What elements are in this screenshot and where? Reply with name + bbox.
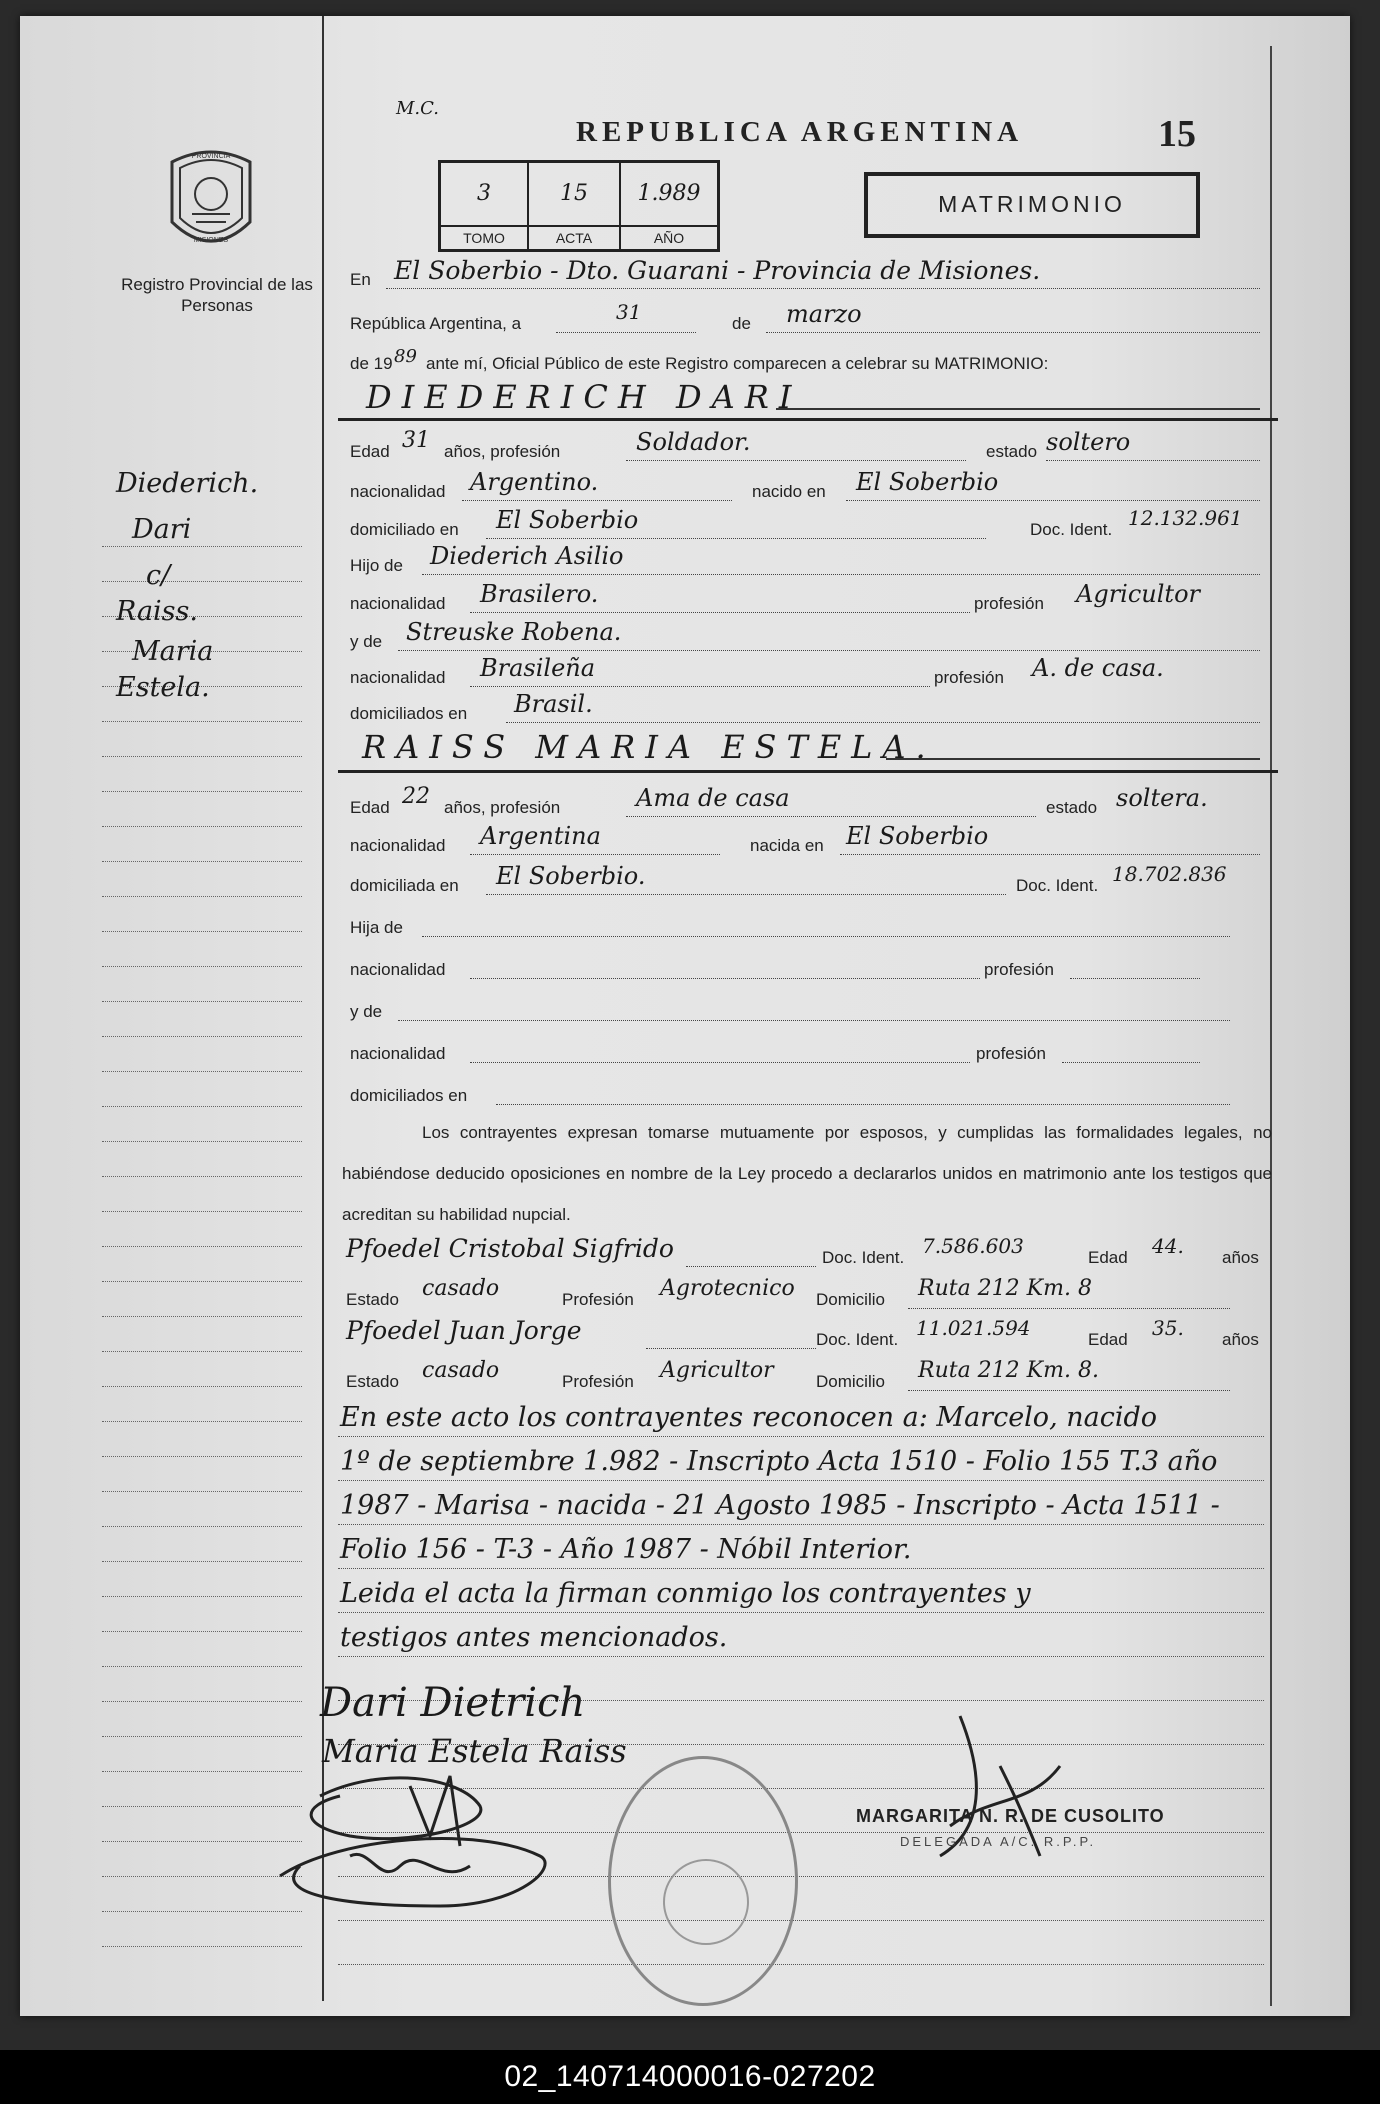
oficial-nombre: MARGARITA N. R. DE CUSOLITO <box>856 1806 1165 1826</box>
row-dom-padres-2 <box>346 1072 1260 1108</box>
testigo1-doc: 7.586.603 <box>922 1234 1024 1258</box>
madre-value: Streuske Robena. <box>406 618 622 646</box>
row-dom-1 <box>346 506 1260 542</box>
estado-label: estado <box>986 442 1038 461</box>
row-edad-1 <box>346 428 1260 464</box>
margin-name-5: Maria <box>132 636 214 667</box>
testigo2-nombre: Pfoedel Juan Jorge <box>346 1316 582 1345</box>
row-fecha <box>346 300 1260 336</box>
registro-box <box>438 160 720 252</box>
testigo2-domicilio: Ruta 212 Km. 8. <box>918 1358 1099 1383</box>
observacion-5: Leida el acta la firman conmigo los contrayentes y <box>340 1578 1031 1609</box>
contrayente1-nombre: DIEDERICH DARI <box>366 378 802 416</box>
doc-value: 12.132.961 <box>1128 506 1243 530</box>
prof1-label: profesión <box>984 960 1054 979</box>
doc2-value: 18.702.836 <box>1112 862 1227 886</box>
yde2-label: y de <box>350 1002 383 1021</box>
edad-label: Edad <box>350 442 390 461</box>
right-rule <box>1270 46 1272 2006</box>
margin-name-1: Diederich. <box>116 468 259 499</box>
testigo1-doc-label: Doc. Ident. <box>822 1248 905 1267</box>
domicilio-label: domiciliado en <box>350 520 459 539</box>
testigo2-estado-label: Estado <box>346 1372 399 1391</box>
firma-oficial-icon <box>920 1706 1080 1876</box>
doc2-label: Doc. Ident. <box>1016 876 1099 895</box>
testigo2-estado: casado <box>422 1358 500 1383</box>
image-id-footer: 02_140714000016-027202 <box>0 2050 1380 2104</box>
acta-cell <box>529 163 621 249</box>
margin-name-6: Estela. <box>116 672 210 703</box>
republica-label: República Argentina, a <box>350 314 522 333</box>
row-madre-1 <box>346 618 1260 654</box>
testigo2-doc: 11.021.594 <box>916 1316 1031 1340</box>
nac1-label: nacionalidad <box>350 960 446 979</box>
profesion-value: Soldador. <box>636 428 751 456</box>
dom-padres2-label: domiciliados en <box>350 1086 468 1105</box>
prof2-label: profesión <box>976 1044 1046 1063</box>
firma-contrayente-1: Dari Dietrich <box>320 1680 586 1726</box>
contrayente2-nombre: RAISS MARIA ESTELA. <box>362 728 936 766</box>
testigo2-edad-label: Edad <box>1088 1330 1128 1349</box>
hija-label: Hija de <box>350 918 403 937</box>
testigo1-estado-label: Estado <box>346 1290 399 1309</box>
nacionalidad-value: Argentino. <box>470 468 599 496</box>
testigo1-edad: 44. <box>1152 1234 1184 1258</box>
seal-text-top: PROVINCIA <box>191 153 231 160</box>
anios-label: años, profesión <box>444 442 561 461</box>
anio-label: AÑO <box>621 225 717 249</box>
tomo-label: TOMO <box>441 225 527 249</box>
testigo2-doc-label: Doc. Ident. <box>816 1330 899 1349</box>
testigo2-prof-label: Profesión <box>562 1372 634 1391</box>
row-dom-2 <box>346 862 1260 898</box>
observacion-6: testigos antes mencionados. <box>340 1622 728 1653</box>
acta-value: 15 <box>560 181 588 206</box>
row-testigo-2 <box>346 1316 1260 1352</box>
nacido-label: nacido en <box>752 482 826 501</box>
country-title: REPUBLICA ARGENTINA <box>576 116 1024 148</box>
testigo1-prof-label: Profesión <box>562 1290 634 1309</box>
nac-padre-label: nacionalidad <box>350 594 446 613</box>
estado-value: soltero <box>1046 428 1131 456</box>
row-comparecen <box>346 340 1260 376</box>
dia-value: 31 <box>616 300 642 324</box>
prof-padre-label: profesión <box>974 594 1044 613</box>
oficial-cargo: DELEGADA A/C. R.P.P. <box>900 1834 1097 1849</box>
document-page <box>20 16 1350 2016</box>
prof-padre-value: Agricultor <box>1076 580 1200 608</box>
row-testigo-1b <box>346 1276 1260 1312</box>
acta-type-box: MATRIMONIO <box>864 172 1200 238</box>
declaracion: Los contrayentes expresan tomarse mutuamente por esposos, y cumplidas las formalidades legales, no habiéndose deducido oposiciones en nombre de la Ley procedo a declararlos unidos en matrimonio ante los testigos que acreditan su habilidad nupcial. <box>342 1123 1272 1224</box>
nac2-label: nacionalidad <box>350 836 446 855</box>
testigo1-estado: casado <box>422 1276 500 1301</box>
folio-number: 15 <box>1158 113 1196 155</box>
testigo2-profesion: Agricultor <box>660 1358 774 1383</box>
anio-prefix: de 19 <box>350 354 393 373</box>
margin-name-4: Raiss. <box>116 596 198 627</box>
edad2-value: 22 <box>402 784 430 809</box>
anios2-label: años, profesión <box>444 798 561 817</box>
prof-madre-value: A. de casa. <box>1032 654 1164 682</box>
de-label: de <box>732 314 751 333</box>
row-yde-2 <box>346 988 1260 1024</box>
nacionalidad-label: nacionalidad <box>350 482 446 501</box>
yde-label: y de <box>350 632 383 651</box>
prof-madre-label: profesión <box>934 668 1004 687</box>
testigo1-profesion: Agrotecnico <box>660 1276 795 1301</box>
testigo2-edad: 35. <box>1152 1316 1184 1340</box>
row-nac-padre-1 <box>346 580 1260 616</box>
edad2-label: Edad <box>350 798 390 817</box>
margin-name-3: c/ <box>146 560 171 591</box>
row-edad-2 <box>346 784 1260 820</box>
row-dom-padres-1 <box>346 690 1260 726</box>
nacido-value: El Soberbio <box>856 468 999 496</box>
hijo-label: Hijo de <box>350 556 403 575</box>
anio-suffix: 89 <box>394 346 417 367</box>
dom-padres-label: domiciliados en <box>350 704 468 723</box>
firmas-testigos-icon <box>260 1756 590 1926</box>
estado2-label: estado <box>1046 798 1098 817</box>
row-lugar <box>346 256 1260 292</box>
domicilio-value: El Soberbio <box>496 506 639 534</box>
comparecen-text: ante mí, Oficial Público de este Registro comparecen a celebrar su MATRIMONIO: <box>426 354 1049 373</box>
seal-text-bottom: MISIONES <box>193 237 229 244</box>
nac-madre-label: nacionalidad <box>350 668 446 687</box>
row-hija-2 <box>346 904 1260 940</box>
dom2-value: El Soberbio. <box>496 862 646 890</box>
nac-padre-value: Brasilero. <box>480 580 599 608</box>
testigo1-domicilio: Ruta 212 Km. 8 <box>918 1276 1092 1301</box>
testigo1-anios: años <box>1222 1248 1259 1267</box>
estado2-value: soltera. <box>1116 784 1208 812</box>
nac2-value: Argentina <box>480 822 601 850</box>
row-testigo-1 <box>346 1234 1260 1270</box>
testigo1-edad-label: Edad <box>1088 1248 1128 1267</box>
lugar-value: El Soberbio - Dto. Guarani - Provincia de Misiones. <box>394 256 1041 285</box>
nacida-label: nacida en <box>750 836 824 855</box>
mes-value: marzo <box>786 300 862 328</box>
testigo1-dom-label: Domicilio <box>816 1290 885 1309</box>
anio-value: 1.989 <box>637 181 701 206</box>
row-padre-1 <box>346 542 1260 578</box>
observacion-2: 1º de septiembre 1.982 - Inscripto Acta 1510 - Folio 155 T.3 año <box>340 1446 1218 1477</box>
observacion-1: En este acto los contrayentes reconocen a: Marcelo, nacido <box>340 1402 1158 1433</box>
registro-label: Registro Provincial de las Personas <box>121 275 313 315</box>
initials: M.C. <box>396 98 440 119</box>
oficial-seal-stamp <box>608 1756 798 2006</box>
row-nac-2 <box>346 822 1260 858</box>
provincial-seal-icon <box>162 142 260 262</box>
nac2b-label: nacionalidad <box>350 1044 446 1063</box>
en-label: En <box>350 270 371 289</box>
nacida-value: El Soberbio <box>846 822 989 850</box>
row-nac1-2 <box>346 946 1260 982</box>
margin-column <box>80 16 320 2016</box>
row-nombre-2 <box>346 728 1260 764</box>
testigo2-dom-label: Domicilio <box>816 1372 885 1391</box>
testigo1-nombre: Pfoedel Cristobal Sigfrido <box>346 1234 674 1263</box>
row-testigo-2b <box>346 1358 1260 1394</box>
row-nac-madre-1 <box>346 654 1260 690</box>
anio-cell <box>621 163 717 249</box>
nac-madre-value: Brasileña <box>480 654 596 682</box>
testigo2-anios: años <box>1222 1330 1259 1349</box>
margin-name-2: Dari <box>132 514 192 545</box>
dom2-label: domiciliada en <box>350 876 459 895</box>
edad-value: 31 <box>402 428 430 453</box>
acta-label: ACTA <box>529 225 619 249</box>
row-nac-1 <box>346 468 1260 504</box>
tomo-cell <box>441 163 529 249</box>
dom-padres-value: Brasil. <box>514 690 593 718</box>
separator-1 <box>338 418 1278 421</box>
firma-contrayente-2: Maria Estela Raiss <box>322 1732 627 1770</box>
separator-2 <box>338 770 1278 773</box>
padre-value: Diederich Asilio <box>430 542 624 570</box>
observacion-3: 1987 - Marisa - nacida - 21 Agosto 1985 - Inscripto - Acta 1511 - <box>340 1490 1220 1521</box>
row-nombre-1 <box>346 378 1260 414</box>
doc-label: Doc. Ident. <box>1030 520 1113 539</box>
profesion2-value: Ama de casa <box>636 784 790 812</box>
observacion-4: Folio 156 - T-3 - Año 1987 - Nóbil Interior. <box>340 1534 912 1565</box>
tomo-value: 3 <box>477 181 491 206</box>
row-nac2-2 <box>346 1030 1260 1066</box>
